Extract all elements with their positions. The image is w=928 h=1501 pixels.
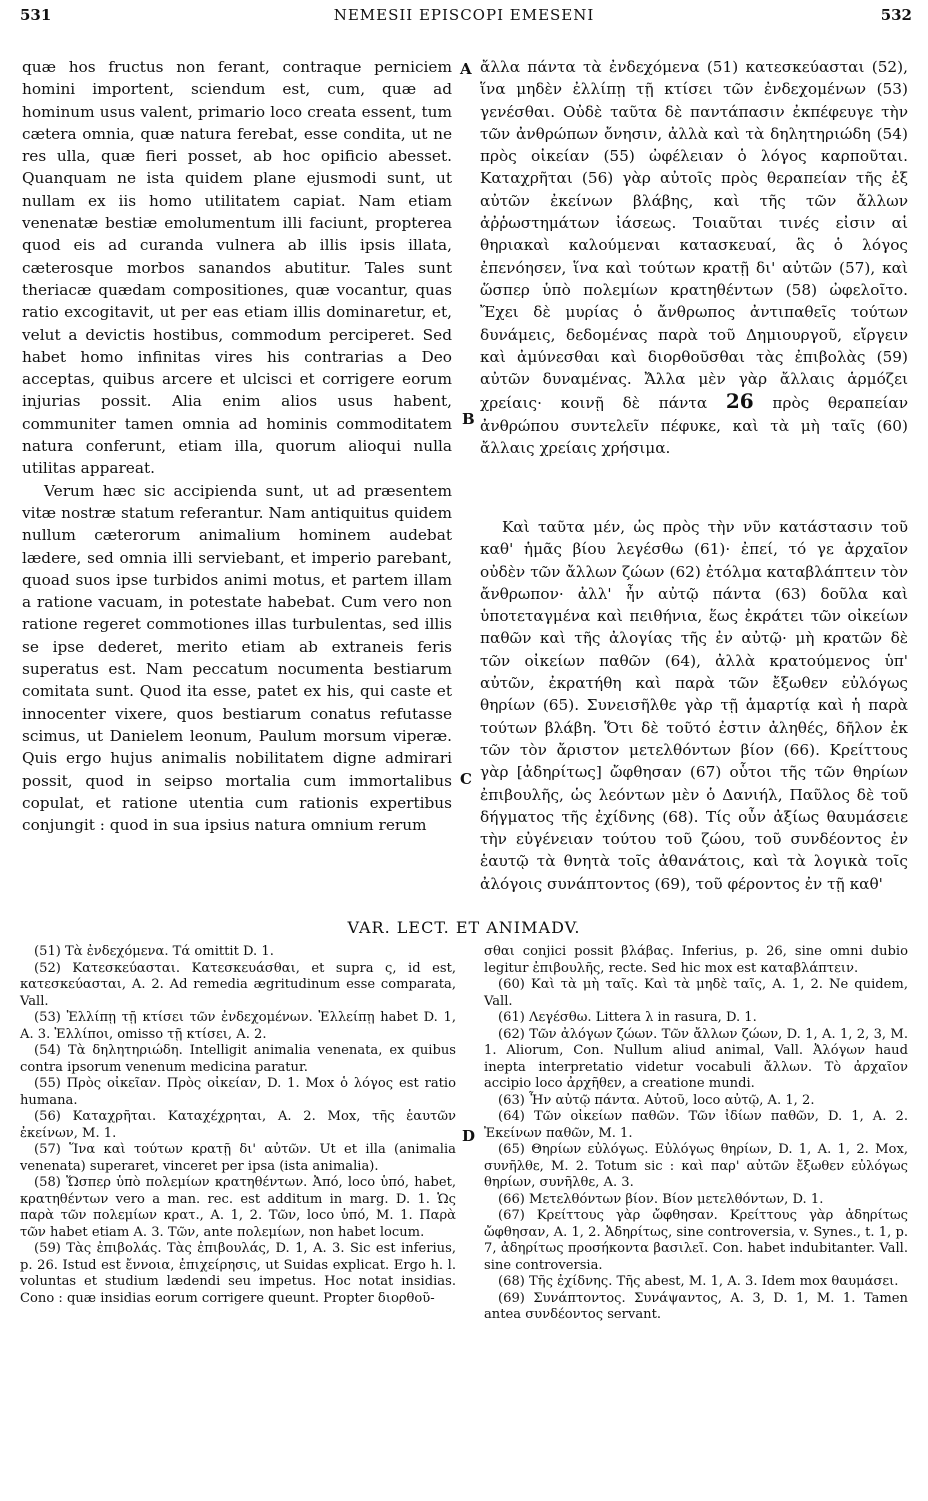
- page-header: [0, 6, 928, 32]
- note: (63) Ἦν αὐτῷ πάντα. Αὐτοῦ, loco αὐτῷ, A. 1, 2.: [498, 1092, 815, 1108]
- note: (62) Τῶν ἀλόγων ζώων. Τῶν ἄλλων ζώων, D. 1, A. 1, 2, 3, M. 1. Aliorum, Con. Nullum aliud animal, Vall. Ἀλόγων haud inepta interpretatio videtur vocabuli ἄλλων. Τὸ ἀρχαῖον accipio loco ἀρχῆθεν, a creatione mundi.: [484, 1026, 908, 1091]
- latin-paragraph-1: quæ hos fructus non ferant, contraque perniciem homini importent, sciendum est, cum, quæ ad hominum usus valent, primario loco creata essent, tum cætera omnia, quæ natura ferebat, esse condita, ut ne res ulla, quæ fieri posset, ab hoc opificio abesset. Quanquam ne ista quidem plane ejusmodi sunt, ut nullam ex iis homo utilitatem capiat. Nam etiam venenatæ bestiæ emolumentum illi faciunt, propterea quod eis ad curanda vulnera ab illis ipsis illata, cæterosque morbos sanandos abutitur. Tales sunt theriacæ quædam compositiones, quæ vocantur, quas ratio excogitavit, ut per eas etiam illis dominaretur, et, velut a devictis hostibus, commodum perciperet. Sed habet homo infinitas vires his contrarias a Deo acceptas, quibus arcere et ulcisci et corrigere eorum injurias possit. Alia enim alios usus habent, communiter tamen omnia ad hominis commoditatem natura conferunt, etiam illa, quorum alioqui nulla utilitas appareat.: [22, 58, 452, 478]
- note: (64) Τῶν οἰκείων παθῶν. Τῶν ἰδίων παθῶν, D. 1, A. 2. Ἐκείνων παθῶν, M. 1.: [484, 1109, 908, 1141]
- greek-text-a: ἄλλα πάντα τὰ ἐνδεχόμενα (51) κατεσκεύασται (52), ἵνα μηδὲν ἐλλίπῃ τῇ κτίσει τῶν ἐνδεχομένων (53) γενέσθαι. Οὐδὲ ταῦτα δὲ παντάπασιν ἐκπέφευγε τὴν τῶν ἀνθρώπων ὄνησιν, ἀλλὰ καὶ τὰ δηλητηριώδη (54) πρὸς οἰκείαν (55) ὠφέλειαν ὁ λόγος καρποῦται. Καταχρῆται (56) γὰρ αὐτοῖς πρὸς θεραπείαν τῆς ἐξ αὐτῶν ἐκείνων βλάβης, καὶ τῆς τῶν ἄλλων ἀῤῥωστημάτων ἰάσεως. Τοιαῦται τινές εἰσιν αἱ θηριακαὶ καλούμεναι κατασκευαί, ἃς ὁ λόγος ἐπενόησεν, ἵνα καὶ τούτων κρατῇ δι' αὐτῶν (57), καὶ ὥσπερ ὑπὸ πολεμίων κρατηθέντων (58) ὠφελοῖτο. Ἔχει δὲ μυρίας ὁ ἄνθρωπος ἀντιπαθεῖς τούτων δυνάμεις, δεδομένας παρὰ τοῦ Δημιουργοῦ, εἴργειν καὶ ἀμύνεσθαι καὶ διορθοῦσθαι τὰς ἐπιβολὰς (59) αὐτῶν δυναμένας. Ἄλλα μὲν γὰρ ἄλλαις ἁρμόζει χρείαις· κοινῇ δὲ πάντα: [480, 58, 908, 413]
- greek-text-a2: πρὸς θεραπείαν ἀνθρώπου συντελεῖν πέφυκε, καὶ τὰ μὴ ταῖς (60) ἄλλαις χρείαις χρήσιμα.: [480, 394, 908, 458]
- note: (52) Κατεσκεύασται. Κατεσκευάσθαι, et supra ς, id est, κατεσκεύασται, A. 2. Ad remedia ægritudinum esse comparata, Vall.: [20, 960, 456, 1009]
- note: (55) Πρὸς οἰκεῖαν. Πρὸς οἰκείαν, D. 1. Mox ὁ λόγος est ratio humana.: [20, 1076, 456, 1108]
- margin-letter-c: C: [460, 770, 472, 788]
- note: (61) Λεγέσθω. Littera λ in rasura, D. 1.: [498, 1010, 757, 1025]
- latin-column: [22, 56, 452, 836]
- note: (65) Θηρίων εὐλόγως. Εὐλόγως θηρίων, D. 1, A. 1, 2. Mox, συνῆλθε, M. 2. Totum sic : καὶ παρ' αὐτῶν ἔξωθεν εὐλόγως θηρίων, συνῆλθε, A. 3.: [484, 1142, 908, 1190]
- note: (60) Καὶ τὰ μὴ ταῖς. Καὶ τὰ μηδὲ ταῖς, A. 1, 2. Ne quidem, Vall.: [484, 977, 908, 1009]
- note: (67) Κρείττους γὰρ ὤφθησαν. Κρείττους γὰρ ἀδηρίτως ὤφθησαν, A. 1, 2. Ἀδηρίτως, sine controversia, v. Synes., t. 1, p. 7, ἀδηρίτως προσήκοντα βασιλεῖ. Con. habet indubitanter. Vall. sine controversia.: [484, 1208, 908, 1273]
- greek-paragraph-1: [480, 56, 908, 459]
- note: (59) Τὰς ἐπιβολάς. Τὰς ἐπιβουλάς, D. 1, A. 3. Sic est inferius, p. 26. Istud est ἔννοια, ἐπιχείρησις, ut Suidas explicat. Ergo h. l. voluntas et studium lædendi seu impetus. Hoc notat insidias. Cono : quæ insidias eorum corrigere queunt. Propter διορθοῦ-: [20, 1241, 456, 1306]
- variants-heading: VAR. LECT. ET ANIMADV.: [347, 918, 581, 937]
- greek-column-bottom: [480, 516, 908, 895]
- inner-page-number: 26: [725, 389, 754, 414]
- note-continued: σθαι conjici possit βλάβας. Inferius, p. 26, sine omni dubio legitur ἐπιβουλῆς, recte. Sed hic mox est καταβλάπτειν.: [484, 944, 908, 976]
- greek-column-top: [480, 56, 908, 459]
- note: (68) Τῆς ἐχίδνης. Τῆς abest, M. 1, A. 3. Idem mox θαυμάσει.: [498, 1274, 899, 1289]
- note: (57) Ἵνα καὶ τούτων κρατῇ δι' αὐτῶν. Ut et illa (animalia venenata) superaret, vinceret per ipsa (ista animalia).: [20, 1142, 456, 1174]
- note: (66) Μετελθόντων βίον. Βίον μετελθόντων, D. 1.: [498, 1191, 824, 1207]
- note: (69) Συνάπτοντος. Συνάψαντος, A. 3, D. 1, M. 1. Tamen antea συνδέοντος servant.: [484, 1290, 908, 1322]
- margin-letter-b: B: [462, 410, 475, 428]
- running-title: NEMESII EPISCOPI EMESENI: [333, 6, 595, 24]
- margin-letter-a: A: [460, 60, 472, 78]
- note: (56) Καταχρῆται. Καταχέχρηται, A. 2. Mox, τῆς ἑαυτῶν ἐκείνων, M. 1.: [20, 1109, 456, 1141]
- notes-left-column: [20, 944, 456, 1307]
- margin-letter-d: D: [462, 1127, 476, 1145]
- page-number-right: 532: [880, 6, 912, 24]
- page-number-left: 531: [20, 6, 52, 24]
- latin-paragraph-2: Verum hæc sic accipienda sunt, ut ad præsentem vitæ nostræ statum referantur. Nam antiquitus quidem nullum cæterorum animalium hominem audebat lædere, sed omnia illi serviebant, et imperio parebant, quoad suos ipse turbidos animi motus, et partem illam a ratione vacuam, in potestate habebat. Cum vero non ratione regeret commotiones illas turbulentas, sed illis se ipse dederet, merito etiam ab extraneis feris superatus est. Nam peccatum nocumenta bestiarum comitata sunt. Quod ita esse, patet ex his, qui caste et innocenter vixere, quos bestiarum conatus refutasse scimus, ut Danielem leonum, Paulum morsum viperæ. Quis ergo hujus animalis nobilitatem digne admirari possit, quod in seipso mortalia cum immortalibus copulat, et ratione utentia cum rationis expertibus conjungit : quod in sua ipsius natura omnium rerum: [22, 481, 452, 835]
- greek-paragraph-2: Καὶ ταῦτα μέν, ὡς πρὸς τὴν νῦν κατάστασιν τοῦ καθ' ἡμᾶς βίου λεγέσθω (61)· ἐπεί, τό γε ἀρχαῖον οὐδὲν τῶν ἄλλων ζώων (62) ἐτόλμα καταβλάπτειν τὸν ἄνθρωπον· ἀλλ' ἦν αὐτῷ πάντα (63) δοῦλα καὶ ὑποτεταγμένα καὶ πειθήνια, ἕως ἐκράτει τῶν οἰκείων παθῶν καὶ τῆς ἀλογίας τῆς ἐν αὐτῷ· μὴ κρατῶν δὲ τῶν οἰκείων παθῶν (64), ἀλλὰ κρατούμενος ὑπ' αὐτῶν, ἐκρατήθη καὶ παρὰ τῶν ἔξωθεν εὐλόγως θηρίων (65). Συνεισῆλθε γὰρ τῇ ἁμαρτίᾳ καὶ ἡ παρὰ τούτων βλάβη. Ὅτι δὲ τοῦτό ἐστιν ἀληθές, δῆλον ἐκ τῶν τὸν ἄριστον μετελθόντων βίον (66). Κρείττους γὰρ [ἀδηρίτως] ὤφθησαν (67) οὗτοι τῆς τῶν θηρίων ἐπιβουλῆς, ὡς λεόντων μὲν ὁ Δανιήλ, Παῦλος δὲ τοῦ δήγματος τῆς ἐχίδνης (68). Τίς οὖν ἀξίως θαυμάσειε τὴν εὐγένειαν τούτου τοῦ ζώου, τοῦ συνδέοντος ἐν ἑαυτῷ τὰ θνητὰ τοῖς ἀθανάτοις, καὶ τὰ λογικὰ τοῖς ἀλόγοις συνάπτοντος (69), τοῦ φέροντος ἐν τῇ καθ': [480, 518, 908, 893]
- note: (54) Τὰ δηλητηριώδη. Intelligit animalia venenata, ex quibus contra ipsorum venenum medicina paratur.: [20, 1043, 456, 1075]
- note: (51) Τὰ ἐνδεχόμενα. Τά omittit D. 1.: [34, 944, 274, 959]
- notes-right-column: [484, 944, 908, 1324]
- note: (58) Ὥσπερ ὑπὸ πολεμίων κρατηθέντων. Ἀπό, loco ὑπό, habet, κρατηθέντων vero a man. rec. est additum in marg. D. 1. Ὡς παρὰ τῶν πολεμίων κρατ., A. 1, 2. Τῶν, loco ὑπό, M. 1. Παρὰ τῶν habet etiam A. 3. Τῶν, ante πολεμίων, non habet locum.: [20, 1175, 456, 1240]
- note: (53) Ἐλλίπῃ τῇ κτίσει τῶν ἐνδεχομένων. Ἐλλείπῃ habet D. 1, A. 3. Ἐλλίποι, omisso τῇ κτίσει, A. 2.: [20, 1010, 456, 1042]
